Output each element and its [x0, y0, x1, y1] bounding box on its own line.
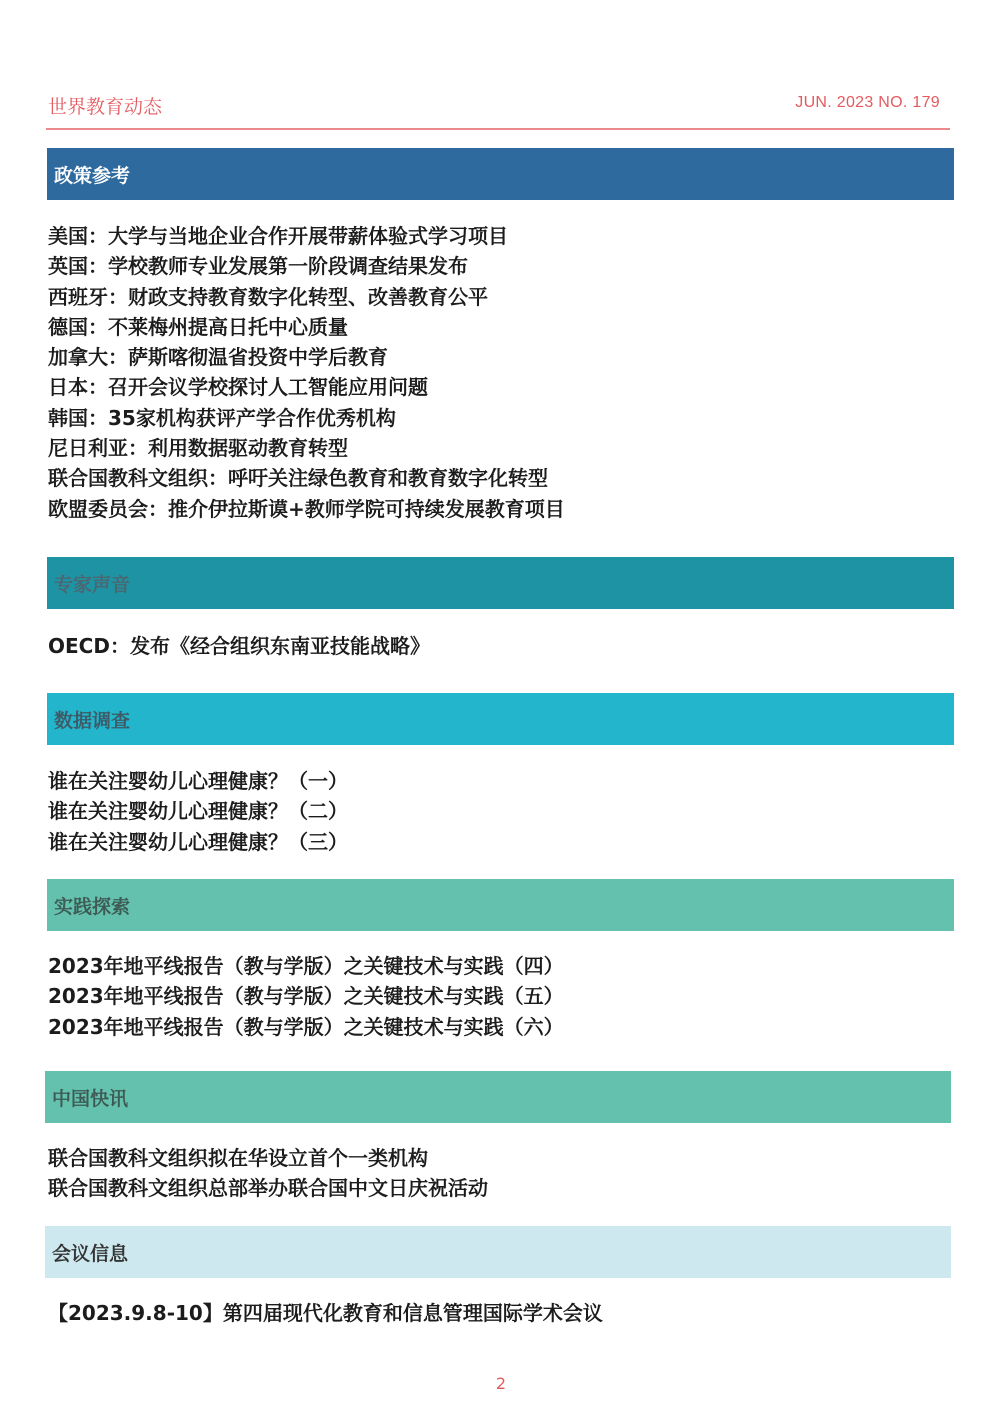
section-header-practice — [47, 879, 954, 931]
section-title: 政策参考 — [54, 164, 131, 187]
article-link[interactable]: 2023年地平线报告（教与学版）之关键技术与实践（四） — [48, 954, 564, 978]
article-link[interactable]: 谁在关注婴幼儿心理健康？（二） — [48, 799, 348, 824]
article-link[interactable]: 2023年地平线报告（教与学版）之关键技术与实践（六） — [48, 1014, 564, 1039]
article-link[interactable]: 德国：不莱梅州提高日托中心质量 — [48, 314, 348, 339]
expert-article-list — [48, 631, 430, 661]
section-header-expert — [47, 557, 954, 609]
conference-article-list — [48, 1298, 603, 1328]
article-link[interactable]: 联合国教科文组织：呼吁关注绿色教育和教育数字化转型 — [48, 466, 548, 491]
practice-article-list — [48, 951, 564, 1042]
section-title: 实践探索 — [54, 895, 131, 918]
article-link[interactable]: 谁在关注婴幼儿心理健康？（三） — [48, 829, 348, 854]
issue-number: JUN. 2023 NO. 179 — [795, 94, 940, 111]
china-article-list — [48, 1143, 488, 1204]
article-link[interactable]: 【2023.9.8-10】第四届现代化教育和信息管理国际学术会议 — [48, 1301, 603, 1325]
article-link[interactable]: OECD：发布《经合组织东南亚技能战略》 — [48, 634, 430, 658]
section-title: 会议信息 — [52, 1242, 129, 1265]
article-link[interactable]: 韩国：35家机构获评产学合作优秀机构 — [48, 405, 396, 430]
section-title: 数据调查 — [54, 709, 131, 732]
page-number: 2 — [495, 1374, 507, 1393]
article-link[interactable]: 西班牙：财政支持教育数字化转型、改善教育公平 — [48, 284, 488, 309]
article-link[interactable]: 谁在关注婴幼儿心理健康？（一） — [48, 769, 348, 793]
section-header-china — [45, 1071, 951, 1123]
article-link[interactable]: 欧盟委员会：推介伊拉斯谟+教师学院可持续发展教育项目 — [48, 496, 565, 521]
header-divider — [46, 128, 950, 130]
article-link[interactable]: 加拿大：萨斯喀彻温省投资中学后教育 — [48, 345, 388, 370]
article-link[interactable]: 美国：大学与当地企业合作开展带薪体验式学习项目 — [48, 224, 508, 248]
article-link[interactable]: 联合国教科文组织总部举办联合国中文日庆祝活动 — [48, 1176, 488, 1201]
section-header-data — [47, 693, 954, 745]
article-link[interactable]: 联合国教科文组织拟在华设立首个一类机构 — [48, 1146, 428, 1170]
policy-article-list — [48, 221, 565, 524]
article-link[interactable]: 英国：学校教师专业发展第一阶段调查结果发布 — [48, 254, 468, 279]
data-article-list — [48, 766, 348, 857]
section-header-policy — [47, 148, 954, 200]
section-title: 中国快讯 — [52, 1087, 129, 1110]
publication-title: 世界教育动态 — [48, 96, 163, 118]
section-title: 专家声音 — [54, 573, 131, 596]
article-link[interactable]: 2023年地平线报告（教与学版）之关键技术与实践（五） — [48, 984, 564, 1009]
article-link[interactable]: 尼日利亚：利用数据驱动教育转型 — [48, 436, 348, 461]
section-header-conference — [45, 1226, 951, 1278]
article-link[interactable]: 日本：召开会议学校探讨人工智能应用问题 — [48, 375, 428, 400]
